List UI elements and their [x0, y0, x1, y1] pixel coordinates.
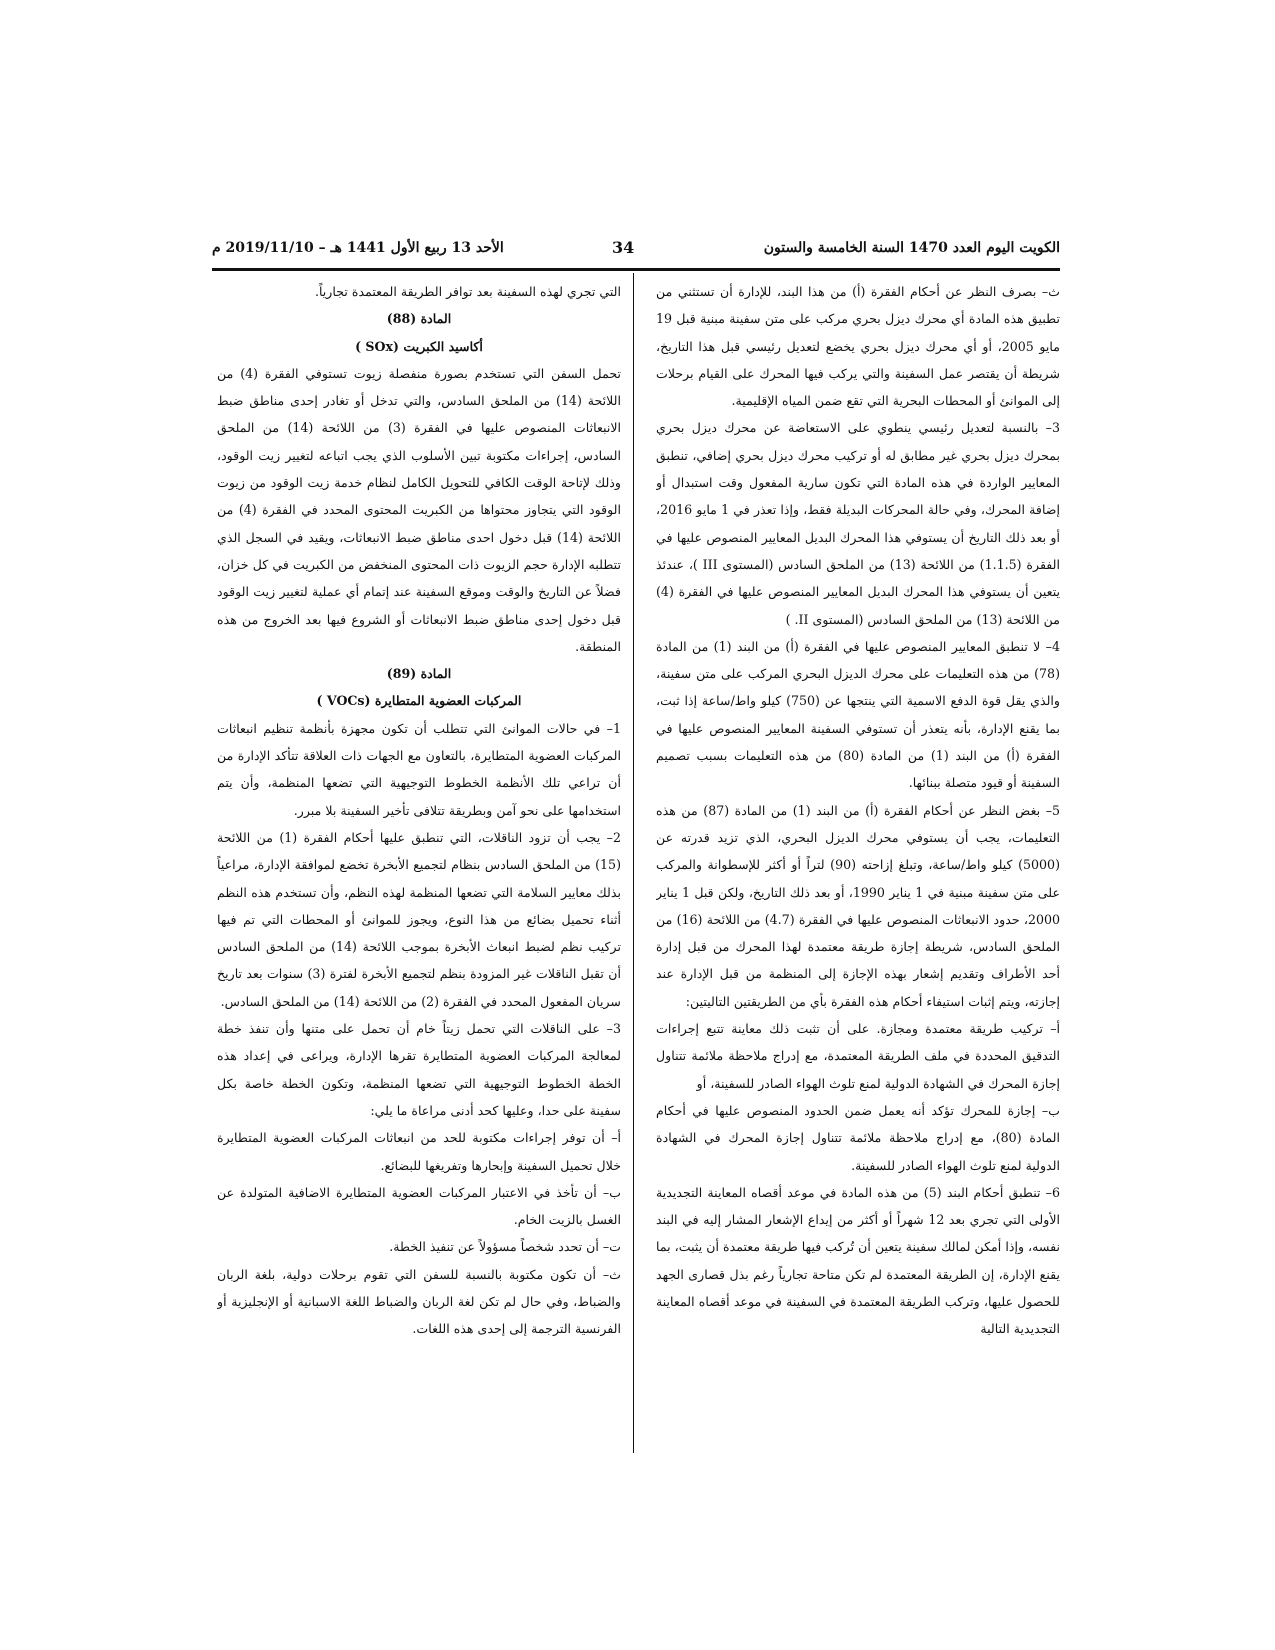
article-89-title: المادة (89) — [386, 666, 452, 682]
article-88-body: تحمل السفن التي تستخدم بصورة منفصلة زيوت تستوفي الفقرة (4) من اللائحة (14) من الملحق السادس، والتي تدخل أو تغادر إحدى مناطق ضبط الانبعاثات المنصوص عليها في الفقرة (3) من اللائحة (14) من الملحق السادس، إجراءات مكتوبة تبين الأسلوب الذي يجب اتباعه لتغيير زيت الوقود، وذلك لإتاحة الوقت الكافي للتحويل الكامل لنظام خدمة زيت الوقود من زيوت الوقود التي يتجاوز محتواها من الكبريت المحتوى المحدد في الفقرة (4) من اللائحة (14) قبل دخول احدى مناطق ضبط الانبعاثات، ويقيد في السجل الذي تتطلبه الإدارة حجم الزيوت ذات المحتوى المنخفض من الكبريت في كل خزان، فضلاً عن التاريخ والوقت وموقع السفينة عند إتمام أي عملية لتغيير زيت الوقود قبل دخول إحدى مناطق ضبط الانبعاثات أو الشروع فيها بعد الخروج من هذه المنطقة. — [217, 365, 621, 654]
page-header — [212, 236, 1060, 266]
article-88-title: المادة (88) — [386, 311, 452, 327]
header-date: الأحد 13 ربيع الأول 1441 هـ – 2019/11/10 م — [212, 240, 504, 256]
article-89-item-b: ب– أن تأخذ في الاعتبار المركبات العضوية المتطايرة الاضافية المتولدة عن الغسل بالزيت الخام. — [217, 1184, 621, 1228]
article-89-item-t: ت– أن تحدد شخصاً مسؤولاً عن تنفيذ الخطة. — [389, 1239, 621, 1255]
article-89-paragraph-2: 2– يجب أن تزود الناقلات، التي تنطبق عليها أحكام الفقرة (1) من اللائحة (15) من الملحق السادس بنظام لتجميع الأبخرة تخضع لموافقة الإدارة، مراعياً بذلك معايير السلامة التي تضعها المنظمة لهذه النظم، وأن تستخدم هذه النظم أثناء تحميل بضائع من هذا النوع، ويجوز للموانئ أو المحطات التي تم فيها تركيب نظم لضبط انبعاث الأبخرة بموجب اللائحة (14) من الملحق السادس أن تقبل الناقلات غير المزودة بنظم لتجميع الأبخرة لفترة (3) سنوات بعد تاريخ سريان المفعول المحدد في الفقرة (2) من اللائحة (14) من الملحق السادس. — [217, 829, 621, 1009]
header-publication-info: الكويت اليوم العدد 1470 السنة الخامسة والستون — [763, 240, 1060, 256]
paragraph-5-b: ب– إجازة للمحرك تؤكد أنه يعمل ضمن الحدود المنصوص عليها في أحكام المادة (80)، مع إدراج ملاحظة ملائمة تتناول إجازة المحرك في الشهادة الدولية لمنع تلوث الهواء الصادر للسفينة. — [656, 1102, 1060, 1173]
paragraph-4: 4– لا تنطبق المعايير المنصوص عليها في الفقرة (أ) من البند (1) من المادة (78) من هذه التعليمات على محرك الديزل البحري المركب على متن سفينة، والذي يقل قوة الدفع الاسمية التي ينتجها عن (750) كيلو واط/ساعة إذا ثبت، بما يقنع الإدارة، بأنه يتعذر أن تستوفي السفينة المعايير المنصوص عليها في الفقرة (أ) من البند (1) من المادة (80) من هذه التعليمات بسبب تصميم السفينة أو قيود متصلة ببنائها. — [656, 638, 1060, 791]
paragraph-5-a: أ– تركيب طريقة معتمدة ومجازة. على أن تثبت ذلك معاينة تتبع إجراءات التدقيق المحددة في ملف الطريقة المعتمدة، مع إدراج ملاحظة ملائمة تتناول إجازة المحرك في الشهادة الدولية لمنع تلوث الهواء الصادر للسفينة، أو — [656, 1021, 1060, 1091]
article-89-paragraph-1: 1– في حالات الموانئ التي تتطلب أن تكون مجهزة بأنظمة تنظيم انبعاثات المركبات العضوية المتطايرة، بالتعاون مع الجهات ذات العلاقة تتأكد الإدارة من أن تراعي تلك الأنظمة الخطوط التوجيهية التي تضعها المنظمة، وأن يتم استخدامها على نحو آمن وبطريقة تتلافى تأخير السفينة بلا مبرر. — [217, 720, 621, 818]
article-89-subtitle: المركبات العضوية المتطايرة (VOCs ) — [316, 693, 522, 709]
paragraph-6: 6– تنطبق أحكام البند (5) من هذه المادة في موعد أقصاه المعاينة التجديدية الأولى التي تجري بعد 12 شهراً أو أكثر من إيداع الإشعار المشار إليه في البند نفسه، وإذا أمكن لمالك سفينة يتعين أن تُركب فيها طريقة معتمدة أن يثبت، بما يقنع الإدارة، إن الطريقة المعتمدة لم تكن متاحة تجارياً رغم بذل قصارى الجهد للحصول عليها، وتركب الطريقة المعتمدة في السفينة في موعد أقصاه المعاينة التجديدية التالية — [656, 1184, 1060, 1337]
paragraph-5: 5– بغض النظر عن أحكام الفقرة (أ) من البند (1) من المادة (87) من هذه التعليمات، يجب أن يستوفي محرك الديزل البحري، الذي تزيد قدرته عن (5000) كيلو واط/ساعة، وتبلغ إزاحته (90) لتراً أو أكثر للإسطوانة والمركب على متن سفينة مبنية في 1 يناير 1990، أو بعد ذلك التاريخ، ولكن قبل 1 يناير 2000، حدود الانبعاثات المنصوص عليها في الفقرة (4.7) من اللائحة (16) من الملحق السادس، شريطة إجازة طريقة معتمدة لهذا المحرك من قبل إدارة أحد الأطراف وتقديم إشعار بهذه الإجازة إلى المنظمة من قبل الإدارة عند إجازته، ويتم إثبات استيفاء أحكام هذه الفقرة بأي من الطريقتين التاليتين: — [656, 802, 1060, 1009]
header-rule — [212, 268, 1060, 271]
left-column — [217, 278, 621, 1398]
article-89-item-a: أ– أن توفر إجراءات مكتوبة للحد من انبعاثات المركبات العضوية المتطايرة خلال تحميل السفينة وإبحارها وتفريغها للبضائع. — [217, 1130, 621, 1173]
article-89-item-th: ث– أن تكون مكتوبة بالنسبة للسفن التي تقوم برحلات دولية، بلغة الربان والضباط، وفي حال لم تكن لغة الربان والضباط اللغة الاسبانية أو الإنجليزية أو الفرنسية الترجمة إلى إحدى هذه اللغات. — [217, 1266, 621, 1337]
right-column — [656, 278, 1060, 1458]
continuation-text: التي تجري لهذه السفينة بعد توافر الطريقة المعتمدة تجارياً. — [314, 284, 621, 299]
paragraph-tha: ث– بصرف النظر عن أحكام الفقرة (أ) من هذا البند، للإدارة أن تستثني من تطبيق هذه المادة أي محرك ديزل بحري مركب على متن سفينة مبنية قبل 19 مايو 2005، أو أي محرك ديزل بحري يخضع لتعديل رئيسي قبل هذا التاريخ، شريطة أن يقتصر عمل السفينة والتي يركب فيها المحرك على القيام برحلات إلى الموانئ أو المحطات البحرية التي تقع ضمن المياه الإقليمية. — [656, 284, 1060, 409]
page-number: 34 — [612, 238, 635, 257]
paragraph-3: 3– بالنسبة لتعديل رئيسي ينطوي على الاستعاضة عن محرك ديزل بحري بمحرك ديزل بحري غير مطابق له أو تركيب محرك ديزل بحري إضافي، تنطبق المعايير الواردة في هذه المادة التي تكون سارية المفعول وقت استبدال أو إضافة المحرك، وفي حالة المحركات البديلة فقط، وإذا تعذر في 1 مايو 2016، أو بعد ذلك التاريخ أن يستوفي هذا المحرك البديل المعايير المنصوص عليها في الفقرة (1.1.5) من اللائحة (13) من الملحق السادس (المستوى III )، عندئذ يتعين أن يستوفي هذا المحرك البديل المعايير المنصوص عليها في الفقرة (4) من اللائحة (13) من الملحق السادس (المستوى II. ) — [656, 420, 1060, 627]
article-89-paragraph-3: 3– على الناقلات التي تحمل زيتاً خام أن تحمل على متنها وأن تنفذ خطة لمعالجة المركبات العضوية المتطايرة تقرها الإدارة، ويراعى في إعداد هذه الخطة الخطوط التوجيهية التي تضعها المنظمة، وتكون الخطة خاصة بكل سفينة على حدا، وعليها كحد أدنى مراعاة ما يلي: — [217, 1021, 621, 1118]
article-88-subtitle: أكاسيد الكبريت (SOx ) — [355, 338, 483, 354]
column-divider — [633, 273, 634, 1453]
